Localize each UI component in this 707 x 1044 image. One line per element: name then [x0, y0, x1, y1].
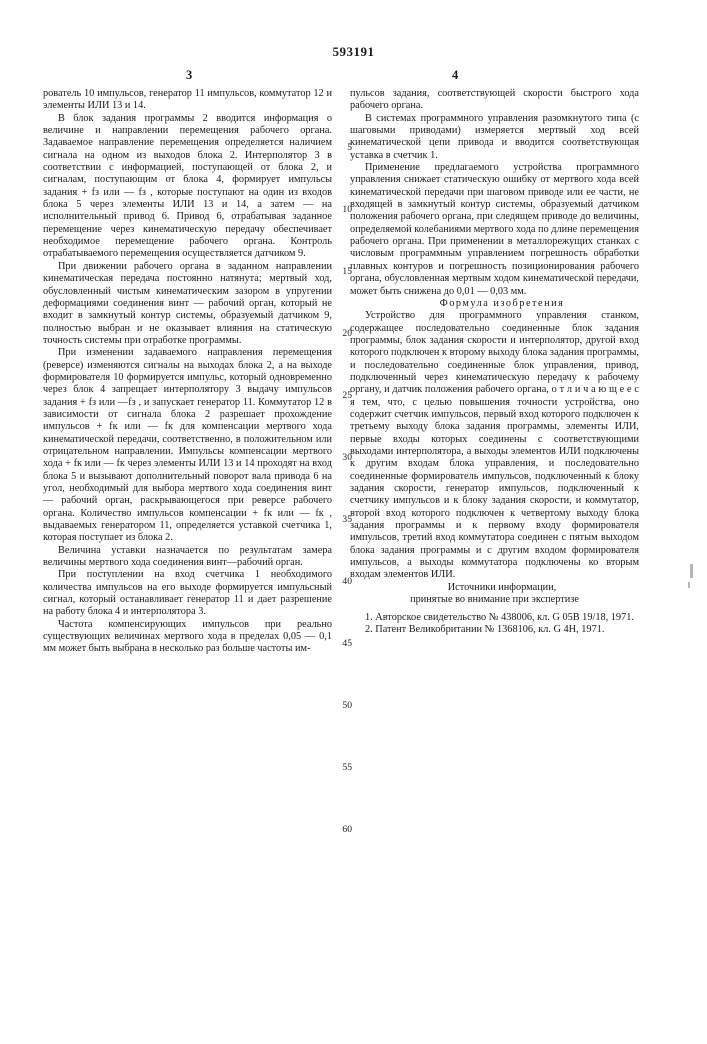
column-number-left: 3	[186, 68, 193, 82]
scan-artifact	[690, 564, 693, 578]
source-item: 2. Патент Великобритании № 1368106, кл. G 4H, 1971.	[365, 623, 605, 635]
two-column-layout	[43, 88, 683, 656]
section-heading-claims: Формула изобретения	[439, 297, 565, 309]
line-number: 15	[342, 266, 352, 277]
line-number: 50	[342, 700, 352, 711]
patent-number: 593191	[332, 44, 375, 59]
line-number: 30	[342, 452, 352, 463]
line-number: 20	[342, 328, 352, 339]
source-item: 1. Авторское свидетельство № 438006, кл. G 05B 19/18, 1971.	[365, 611, 634, 623]
line-number: 45	[342, 638, 352, 649]
line-number: 25	[342, 390, 352, 401]
line-number: 40	[342, 576, 352, 587]
left-column	[43, 88, 332, 656]
line-number: 55	[342, 762, 352, 773]
patent-page	[0, 44, 707, 1044]
paragraph: При поступлении на вход счетчика 1 необходимого количества импульсов на его выходе формируется импульсный сигнал, который останавливает генератор 11 и дает разрешение на работу блока 4 и интерполятора 3.	[43, 569, 332, 618]
claim-text: Устройство для программного управления станком, содержащее последовательно соединенные блок задания программы, блок задания скорости и интерполятор, другой вход которого подключен к второму выходу блока задания программы, и последовательно соединенные блок управления, привод, подключенный через кинематическую передачу к рабочему органу, и датчик положения рабочего органа, о т л и ч а ю щ е е с я тем, что, с целью повышения точности устройства, оно содержит счетчик импульсов, первый вход которого подключен к третьему выходу блока задания программы, элементы ИЛИ, первые входы которых соединены с соответствующими выходами интерполятора, а выходы элементов ИЛИ подключены к другим входам блока управления, и последовательно соединенные формирователь импульсов, подключенный к блоку задания скорости, генератор импульсов, подключенный к счетчику импульсов и к блоку задания скорости, и коммутатор, второй вход которого подключен к четвертому выходу блока задания программы и к первому входу формирователя импульсов, третий вход коммутатора соединен с пятым выходом блока задания программы и с другим входом формирователя импульсов, а выходы коммутатора подключены ко вторым входам элементов ИЛИ.	[350, 310, 639, 581]
paragraph: Частота компенсирующих импульсов при реально существующих величинах мертвого хода в пределах 0,05 — 0,1 мм может быть выбрана в несколько раз больше частоты им-	[43, 618, 332, 655]
line-number: 35	[342, 514, 352, 525]
sources-heading-line1: Источники информации,	[447, 581, 557, 593]
right-column	[350, 88, 639, 636]
paragraph: Величина уставки назначается по результатам замера величины мертвого хода соединения винт—рабочий орган.	[43, 544, 332, 569]
paragraph: Применение предлагаемого устройства программного управления снижает статическую ошибку от мертвого хода всей кинематической передачи при шаговом приводе или ее части, не входящей в замкнутый контур системы, образуемый датчиком положения рабочего органа, при следящем приводе до величины, определяемой колебаниями мертвого хода по длине перемещения рабочего органа. При применении в металлорежущих станках с числовым программным управлением погрешность обработки плавных контуров и погрешность позиционирования рабочего органа, обусловленная мертвым ходом кинематической передачи, может быть снижена до 0,01 — 0,03 мм.	[350, 162, 639, 297]
scan-artifact	[688, 582, 690, 588]
paragraph: рователь 10 импульсов, генератор 11 импульсов, коммутатор 12 и элементы ИЛИ 13 и 14.	[43, 88, 332, 112]
column-number-right: 4	[452, 68, 459, 82]
paragraph: В блок задания программы 2 вводится информация о величине и направлении перемещения рабочего органа. Задаваемое направление перемещения определяется наличием сигнала на одном из выходов блока 2. Интерполятор 3 в соответствии с информацией, поступающей от блока 2, и сигналам, поступающим от блока 4, формирует импульсы задания + fз или — fз , которые поступают на один из входов блока 5 через элементы ИЛИ 13 и 14, а затем — на исполнительный привод 6. Привод 6, отрабатывая заданное перемещение через кинематическую передачу обеспечивает необходимое перемещение рабочего органа. Контроль отрабатываемого перемещения осуществляется датчиком 9.	[43, 112, 332, 260]
paragraph: пульсов задания, соответствующей скорости быстрого хода рабочего органа.	[350, 88, 639, 112]
line-number: 60	[342, 824, 352, 835]
body-wrapper	[0, 88, 707, 835]
paragraph: При движении рабочего органа в заданном направлении кинематическая передача постоянно натянута; мертвый ход, обусловленный чистым кинематическим зазором в упругении деформациями соединения винт — рабочий орган, который не входит в замкнутый контур системы, образуемый датчиком 9, полностью выбран и не оказывает влияния на статическую точность системы при отработке программы.	[43, 260, 332, 346]
line-number: 5	[347, 142, 352, 153]
column-number-row	[0, 68, 707, 84]
paragraph: При изменении задаваемого направления перемещения (реверсе) изменяются сигналы на выходах блока 2, а на выходе формирователя 10 формируется импульс, который одновременно через блок 4 запрещает интерполятору 3 выдачу импульсов задания + fз или —fз , и запускает генератор 11. Коммутатор 12 в зависимости от сигнала блока 2 разрешает прохождение импульсов + fк или — fк для компенсации мертвого хода кинематической передачи, соответственно, в положительном или отрицательном направлении. Импульсы компенсации мертвого хода + fк или — fк через элементы ИЛИ 13 и 14 проходят на вход блока 5 и вызывают дополнительный поворот вала привода 6 на угол, необходимый для выбора мертвого хода соединения винт — рабочий орган, раскрывающегося при реверсе рабочего органа. Количество импульсов компенсации + fк или — fк , выдаваемых генератором 11, определяется уставкой счетчика 1, которая поступает из блока 2.	[43, 347, 332, 544]
line-number: 10	[342, 204, 352, 215]
sources-heading-line2: принятые во внимание при экспертизе	[410, 594, 579, 606]
paragraph: В системах программного управления разомкнутого типа (с шаговыми приводами) измеряется мертвый ход всей кинематической цепи привода и вводится соответствующая уставка в счетчик 1.	[350, 112, 639, 161]
